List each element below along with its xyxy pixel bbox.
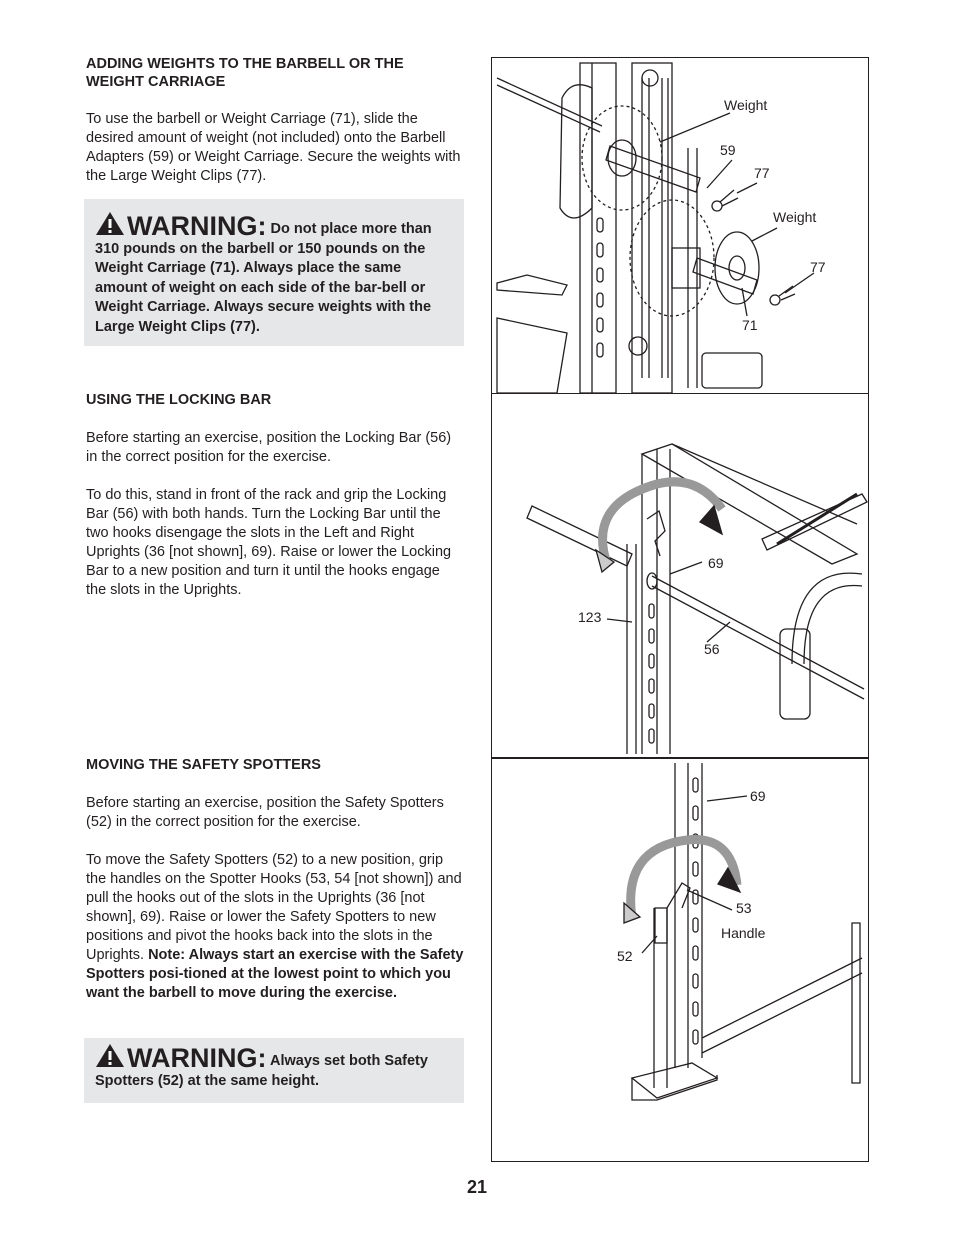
- section-locking-bar: [86, 391, 464, 600]
- section-body: To use the barbell or Weight Carriage (71), slide the desired amount of weight (not included) onto the Barbell Adapters (59) or Weight Carriage. Secure the weights with the Large Weight Clips (77).: [86, 111, 461, 184]
- section-heading: ADDING WEIGHTS TO THE BARBELL OR THE WEIGHT CARRIAGE: [86, 56, 404, 90]
- figure-label: 69: [708, 555, 724, 571]
- page-number: 21: [466, 1177, 488, 1197]
- figure-weights: [491, 57, 869, 394]
- warning-triangle-icon: [95, 1043, 125, 1068]
- figure-label: 71: [742, 317, 758, 333]
- figure-label: 53: [736, 900, 752, 916]
- figure-label: 56: [704, 641, 720, 657]
- warning-title: WARNING:: [127, 1043, 267, 1073]
- section-adding-weights: [86, 55, 464, 186]
- warning-triangle-icon: [95, 211, 125, 236]
- figure-label: 77: [810, 259, 826, 275]
- safety-spotters-illustration: [492, 758, 870, 1163]
- warning-text: Always set both Safety Spotters (52) at the same height.: [95, 1053, 428, 1089]
- section-body: Before starting an exercise, position the Safety Spotters (52) in the correct position for the exercise.: [86, 795, 444, 830]
- warning-box: [84, 1038, 464, 1103]
- section-heading: USING THE LOCKING BAR: [86, 392, 272, 408]
- figure-safety-spotters: [491, 757, 869, 1162]
- figure-label: Weight: [724, 97, 768, 113]
- weights-illustration: [492, 58, 870, 395]
- figure-locking-bar: [491, 393, 869, 759]
- section-heading: MOVING THE SAFETY SPOTTERS: [86, 757, 321, 773]
- figure-label: Handle: [721, 925, 766, 941]
- section-text: To move the Safety Spotters (52) to a new position, grip the handles on the Spotter Hooks (53, 54 [not shown]) and pull the hooks out of the slots in the Uprights (36 [not shown], 69). Raise or lower the Safety Spotters to new positions and pivot the hooks back into the slots in the Uprights.: [86, 852, 462, 963]
- section-body: To do this, stand in front of the rack and grip the Locking Bar (56) with both hands. Turn the Locking Bar until the two hooks disengage the slots in the Left and Right Uprights (36 [not shown], 69). Raise or lower the Locking Bar to a new position and turn it until the hooks engage the slots in the Uprights.: [86, 487, 452, 598]
- warning-box: [84, 199, 464, 346]
- section-body: [86, 851, 464, 1003]
- figure-label: 59: [720, 142, 736, 158]
- section-note: Note: Always start an exercise with the Safety Spotters posi-tioned at the lowest point to which you want the barbell to move during the exercise.: [86, 947, 464, 1001]
- figure-label: Weight: [773, 209, 817, 225]
- figure-label: 52: [617, 948, 633, 964]
- figure-label: 69: [750, 788, 766, 804]
- figure-label: 77: [754, 165, 770, 181]
- warning-text: Do not place more than 310 pounds on the barbell or 150 pounds on the Weight Carriage (71). Always place the same amount of weight on each side of the bar-bell or Weight Carriage. Always secure weights with the Large Weight Clips (77).: [95, 221, 432, 335]
- figure-label: 123: [578, 609, 602, 625]
- locking-bar-illustration: [492, 394, 870, 760]
- section-body: Before starting an exercise, position the Locking Bar (56) in the correct position for the exercise.: [86, 430, 452, 465]
- warning-title: WARNING:: [127, 211, 267, 241]
- section-safety-spotters: [86, 756, 464, 1003]
